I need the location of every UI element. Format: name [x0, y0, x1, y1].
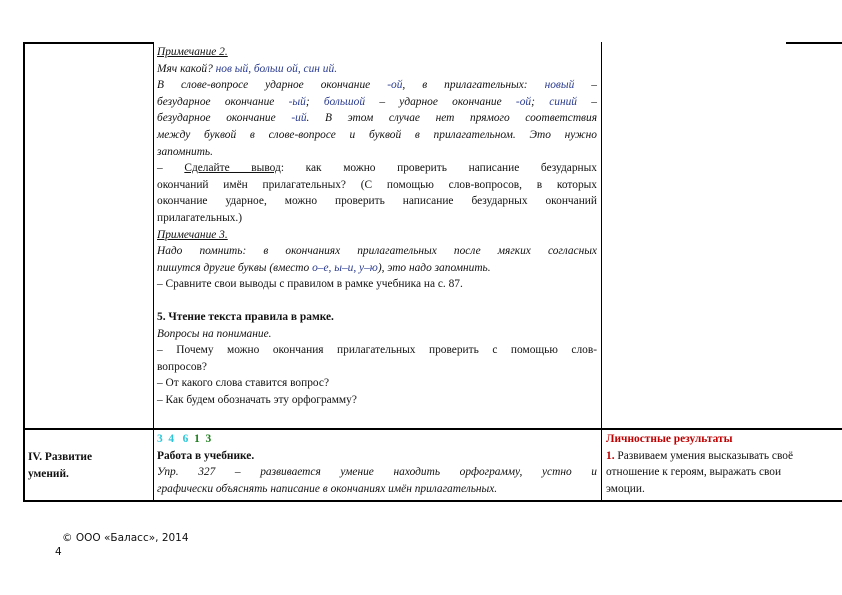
t: синий: [549, 95, 577, 108]
t: В слове-вопросе ударное окончание: [157, 79, 388, 92]
t: безударное окончание: [157, 95, 289, 108]
copyright-footer: © ООО «Баласс», 2014: [62, 532, 189, 544]
stage-content-cell: [157, 431, 597, 497]
t: -ий: [291, 112, 307, 125]
t: , в прилагательных:: [402, 79, 545, 92]
page-number: 4: [55, 546, 62, 558]
t: –: [157, 162, 185, 175]
t: -ой: [387, 79, 403, 92]
t: пишутся другие буквы (вместо: [157, 261, 313, 274]
note2-question: [157, 61, 597, 78]
t: –: [574, 79, 597, 92]
t: ;: [305, 95, 324, 108]
note2-line3: [157, 110, 597, 127]
note3-title: Примечание 3.: [157, 228, 228, 241]
note2-title: Примечание 2.: [157, 46, 228, 58]
conclusion-line1: [157, 160, 597, 177]
t: Развиваем умения высказывать своё: [614, 449, 794, 462]
level-number: 3: [157, 433, 163, 445]
t: о–е, ы–и, у–ю: [312, 261, 378, 274]
level-number: 3: [205, 433, 212, 445]
note3-line1: Надо помнить: в окончаниях прилагательных после мягких согласных: [157, 245, 597, 258]
note2-question-words: нов ый, больш ой, син ий.: [215, 62, 338, 75]
note2-line4: между буквой в слове-вопросе и буквой в прилагательном. Это нужно: [157, 128, 597, 141]
t: большой: [323, 95, 366, 108]
stage-label-cell: [28, 449, 148, 482]
compare-line: – Сравните свои выводы с правилом в рамке учебника на с. 87.: [157, 278, 463, 291]
level-numbers: [157, 431, 597, 448]
t: безударное окончание: [157, 112, 292, 125]
exercise-line2: графически объяснять написание в окончаниях имён прилагательных.: [157, 482, 498, 495]
table-top-border: [23, 42, 153, 44]
row-divider: [23, 428, 842, 430]
section5-title: 5. Чтение текста правила в рамке.: [157, 310, 334, 323]
level-number: 4: [168, 433, 175, 445]
level-number: 1: [194, 433, 200, 445]
stage-label-line2: умений.: [28, 467, 69, 480]
conclusion-label: Сделайте вывод: [184, 162, 281, 175]
column-divider-2: [601, 42, 602, 502]
t: новый: [544, 79, 575, 92]
conclusion-line2: окончаний имён прилагательных? (С помощью слов-вопросов, в которых: [157, 178, 597, 191]
results-cell: [606, 431, 838, 497]
t: ;: [531, 95, 550, 108]
t: – ударное окончание: [365, 95, 516, 108]
level-number: 6: [182, 433, 189, 445]
t: : как можно проверить написание безударных: [280, 162, 597, 175]
t: –: [576, 95, 597, 108]
main-content-cell: [157, 44, 597, 408]
note2-question-prefix: Мяч какой?: [157, 62, 216, 75]
conclusion-line3: окончание ударное, можно проверить написание безударных окончаний: [157, 195, 597, 208]
t: ), это надо запомнить.: [377, 261, 491, 274]
t: -ый: [288, 95, 306, 108]
results-title: Личностные результаты: [606, 433, 733, 445]
result-number: 1.: [606, 449, 615, 462]
result-line1: [606, 448, 838, 465]
column-divider-1: [153, 42, 154, 502]
question3: – Как будем обозначать эту орфограмму?: [157, 393, 357, 406]
note3-line2: [157, 260, 597, 277]
note2-line1: [157, 77, 597, 94]
stage-label-line1: IV. Развитие: [28, 451, 93, 463]
table-top-border-right: [786, 42, 842, 44]
conclusion-line4: прилагательных.): [157, 211, 243, 224]
result-line2: отношение к героям, выражать свои: [606, 466, 782, 479]
exercise-line1: Упр. 327 – развивается умение находить орфограмму, устно и: [157, 466, 597, 479]
t: -ой: [515, 95, 532, 108]
question1-line1: – Почему можно окончания прилагательных проверить с помощью слов-: [157, 344, 597, 357]
result-line3: эмоции.: [606, 482, 645, 495]
note2-line5: запомнить.: [157, 145, 213, 158]
table-bottom-border: [23, 500, 842, 502]
spacer: [157, 293, 597, 309]
question1-line2: вопросов?: [157, 360, 207, 373]
table-left-border: [23, 42, 25, 502]
work-title: Работа в учебнике.: [157, 449, 255, 462]
t: . В этом случае нет прямого соответствия: [306, 112, 597, 125]
questions-label: Вопросы на понимание.: [157, 327, 272, 340]
question2: – От какого слова ставится вопрос?: [157, 377, 329, 390]
note2-line2: [157, 94, 597, 111]
